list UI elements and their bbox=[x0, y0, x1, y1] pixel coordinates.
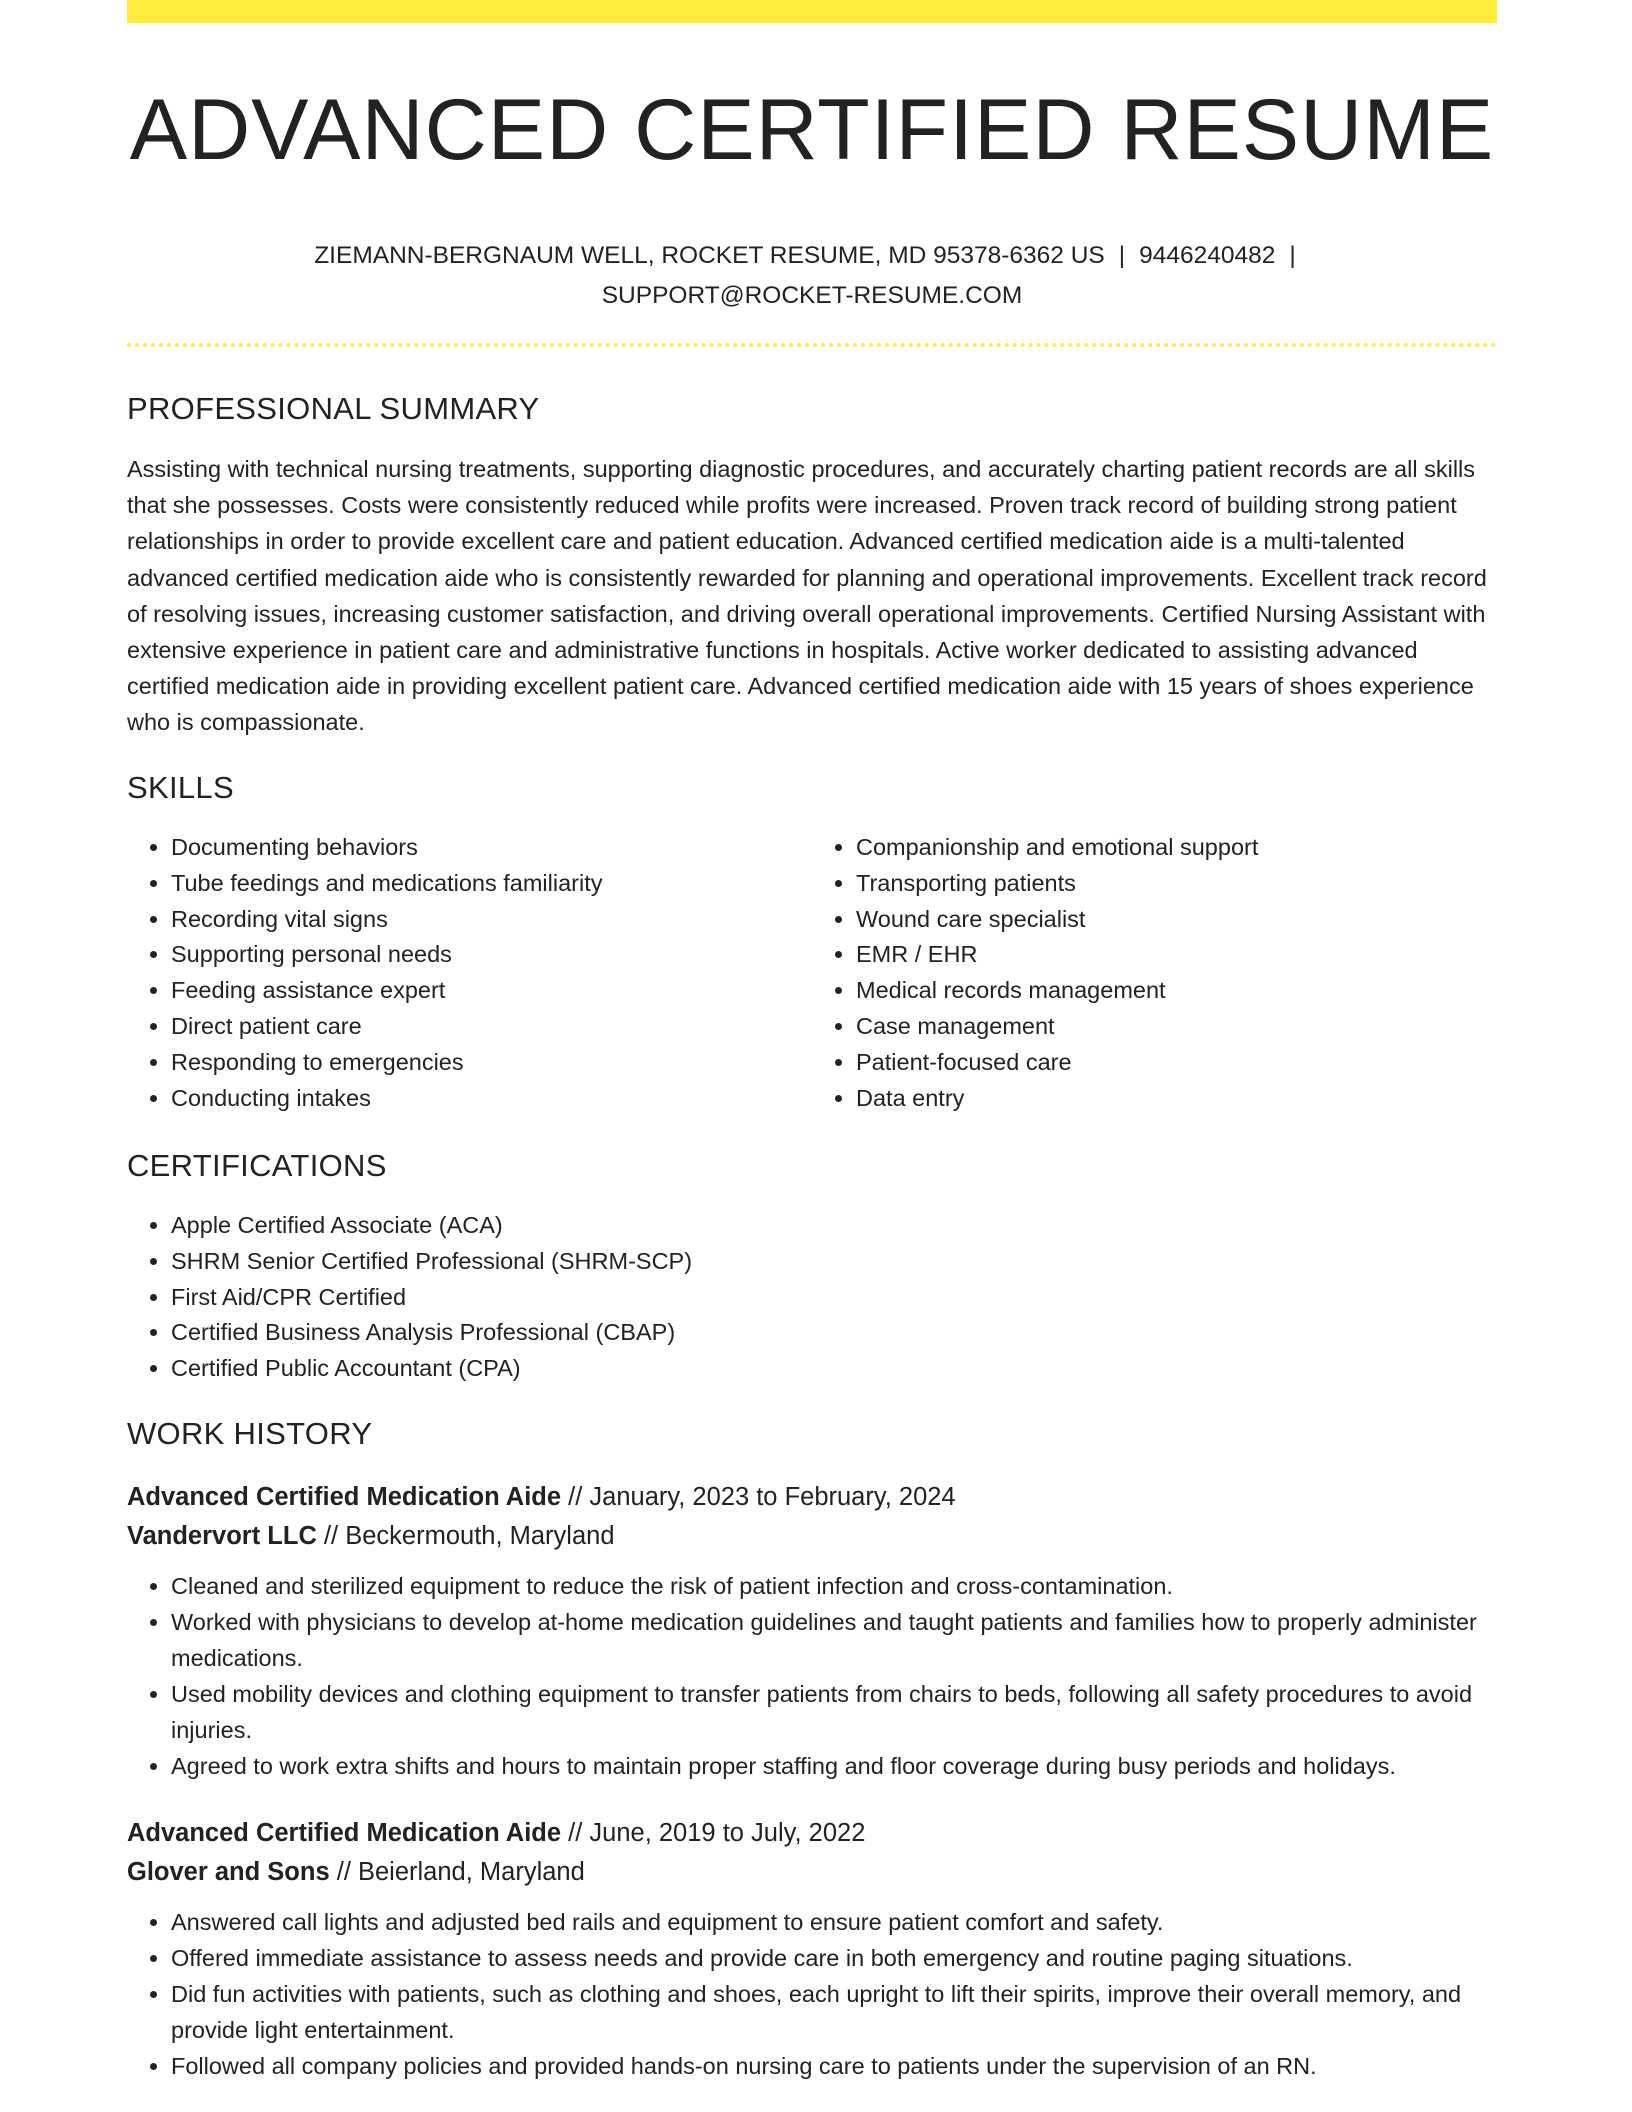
contact-info bbox=[127, 236, 1497, 316]
skills-section bbox=[127, 768, 1497, 1116]
job-company: Vandervort LLC bbox=[127, 1522, 317, 1550]
contact-separator: | bbox=[1118, 242, 1126, 269]
job-bullet: • Did fun activities with patients, such as clothing and shoes, each upright to lift their spirits, improve their overall memory, and provide light entertainment. bbox=[171, 1976, 1497, 2048]
job-bullet: • Cleaned and sterilized equipment to reduce the risk of patient infection and cross-contamination. bbox=[171, 1568, 1497, 1604]
job-bullets bbox=[127, 1568, 1497, 1784]
job-company: Glover and Sons bbox=[127, 1858, 330, 1886]
skill-item: • Case management bbox=[856, 1009, 1497, 1045]
work-history-section bbox=[127, 1414, 1497, 2084]
certification-item: • Apple Certified Associate (ACA) bbox=[171, 1208, 1497, 1244]
skill-item: • Direct patient care bbox=[171, 1009, 812, 1045]
job-dates: // June, 2019 to July, 2022 bbox=[568, 1819, 866, 1847]
job-bullet: • Answered call lights and adjusted bed rails and equipment to ensure patient comfort and safety. bbox=[171, 1904, 1497, 1940]
summary-text: Assisting with technical nursing treatments, supporting diagnostic procedures, and accurately charting patient records are all skills that she possesses. Costs were consistently reduced while profits were increased. Proven track record of building strong patient relationships in order to provide excellent care and patient education. Advanced certified medication aide is a multi-talented advanced certified medication aide who is consistently rewarded for planning and operational improvements. Excellent track record of resolving issues, increasing customer satisfaction, and driving overall operational improvements. Certified Nursing Assistant with extensive experience in patient care and administrative functions in hospitals. Active worker dedicated to assisting advanced certified medication aide in providing excellent patient care. Advanced certified medication aide with 15 years of shoes experience who is compassionate. bbox=[127, 456, 1487, 736]
job-bullet: • Offered immediate assistance to assess needs and provide care in both emergency and routine paging situations. bbox=[171, 1940, 1497, 1976]
skills-heading: SKILLS bbox=[127, 770, 234, 805]
skill-item: • Recording vital signs bbox=[171, 902, 812, 938]
job-company-line bbox=[127, 1853, 1497, 1892]
job-location: // Beckermouth, Maryland bbox=[323, 1522, 615, 1550]
skill-item: • Documenting behaviors bbox=[171, 830, 812, 866]
job-entry bbox=[127, 1478, 1497, 1784]
contact-separator: | bbox=[1289, 242, 1296, 269]
job-bullet: • Agreed to work extra shifts and hours to maintain proper staffing and floor coverage during busy periods and holidays. bbox=[171, 1748, 1497, 1784]
skill-item: • Transporting patients bbox=[856, 866, 1497, 902]
job-dates: // January, 2023 to February, 2024 bbox=[568, 1483, 956, 1511]
skill-item: • Data entry bbox=[856, 1081, 1497, 1117]
header-divider bbox=[127, 343, 1497, 347]
job-title: Advanced Certified Medication Aide bbox=[127, 1483, 562, 1511]
job-title: Advanced Certified Medication Aide bbox=[127, 1819, 562, 1847]
contact-address: ZIEMANN-BERGNAUM WELL, ROCKET RESUME, MD 95378-6362 US bbox=[314, 242, 1105, 269]
skill-item: • Wound care specialist bbox=[856, 902, 1497, 938]
skill-item: • Conducting intakes bbox=[171, 1081, 812, 1117]
skills-columns bbox=[127, 830, 1497, 1116]
job-location: // Beierland, Maryland bbox=[336, 1858, 585, 1886]
skill-item: • Medical records management bbox=[856, 973, 1497, 1009]
certifications-section bbox=[127, 1146, 1497, 1387]
skill-item: • EMR / EHR bbox=[856, 937, 1497, 973]
resume-title: ADVANCED CERTIFIED RESUME bbox=[129, 82, 1495, 178]
skill-item: • Companionship and emotional support bbox=[856, 830, 1497, 866]
job-bullet: • Used mobility devices and clothing equipment to transfer patients from chairs to beds, following all safety procedures to avoid injuries. bbox=[171, 1676, 1497, 1748]
job-title-line bbox=[127, 1814, 1497, 1853]
top-accent-bar bbox=[127, 0, 1497, 23]
skill-item: • Feeding assistance expert bbox=[171, 973, 812, 1009]
summary-heading: PROFESSIONAL SUMMARY bbox=[127, 391, 540, 426]
certifications-heading: CERTIFICATIONS bbox=[127, 1148, 387, 1183]
skills-list-left bbox=[127, 830, 812, 1116]
skills-list-right bbox=[812, 830, 1497, 1116]
job-title-line bbox=[127, 1478, 1497, 1517]
job-bullets bbox=[127, 1904, 1497, 2084]
certification-item: • SHRM Senior Certified Professional (SHRM-SCP) bbox=[171, 1244, 1497, 1280]
job-company-line bbox=[127, 1517, 1497, 1556]
contact-phone: 9446240482 bbox=[1139, 242, 1276, 269]
contact-email: SUPPORT@ROCKET-RESUME.COM bbox=[601, 282, 1023, 309]
summary-section bbox=[127, 389, 1497, 741]
certifications-list bbox=[127, 1208, 1497, 1387]
job-bullet: • Followed all company policies and provided hands-on nursing care to patients under the supervision of an RN. bbox=[171, 2048, 1497, 2084]
certification-item: • Certified Business Analysis Professional (CBAP) bbox=[171, 1315, 1497, 1351]
job-entry bbox=[127, 1814, 1497, 2084]
certification-item: • Certified Public Accountant (CPA) bbox=[171, 1351, 1497, 1387]
skill-item: • Responding to emergencies bbox=[171, 1045, 812, 1081]
skill-item: • Patient-focused care bbox=[856, 1045, 1497, 1081]
skill-item: • Supporting personal needs bbox=[171, 937, 812, 973]
job-bullet: • Worked with physicians to develop at-home medication guidelines and taught patients and families how to properly administer medications. bbox=[171, 1604, 1497, 1676]
certification-item: • First Aid/CPR Certified bbox=[171, 1280, 1497, 1316]
work-history-heading: WORK HISTORY bbox=[127, 1416, 373, 1451]
skill-item: • Tube feedings and medications familiarity bbox=[171, 866, 812, 902]
